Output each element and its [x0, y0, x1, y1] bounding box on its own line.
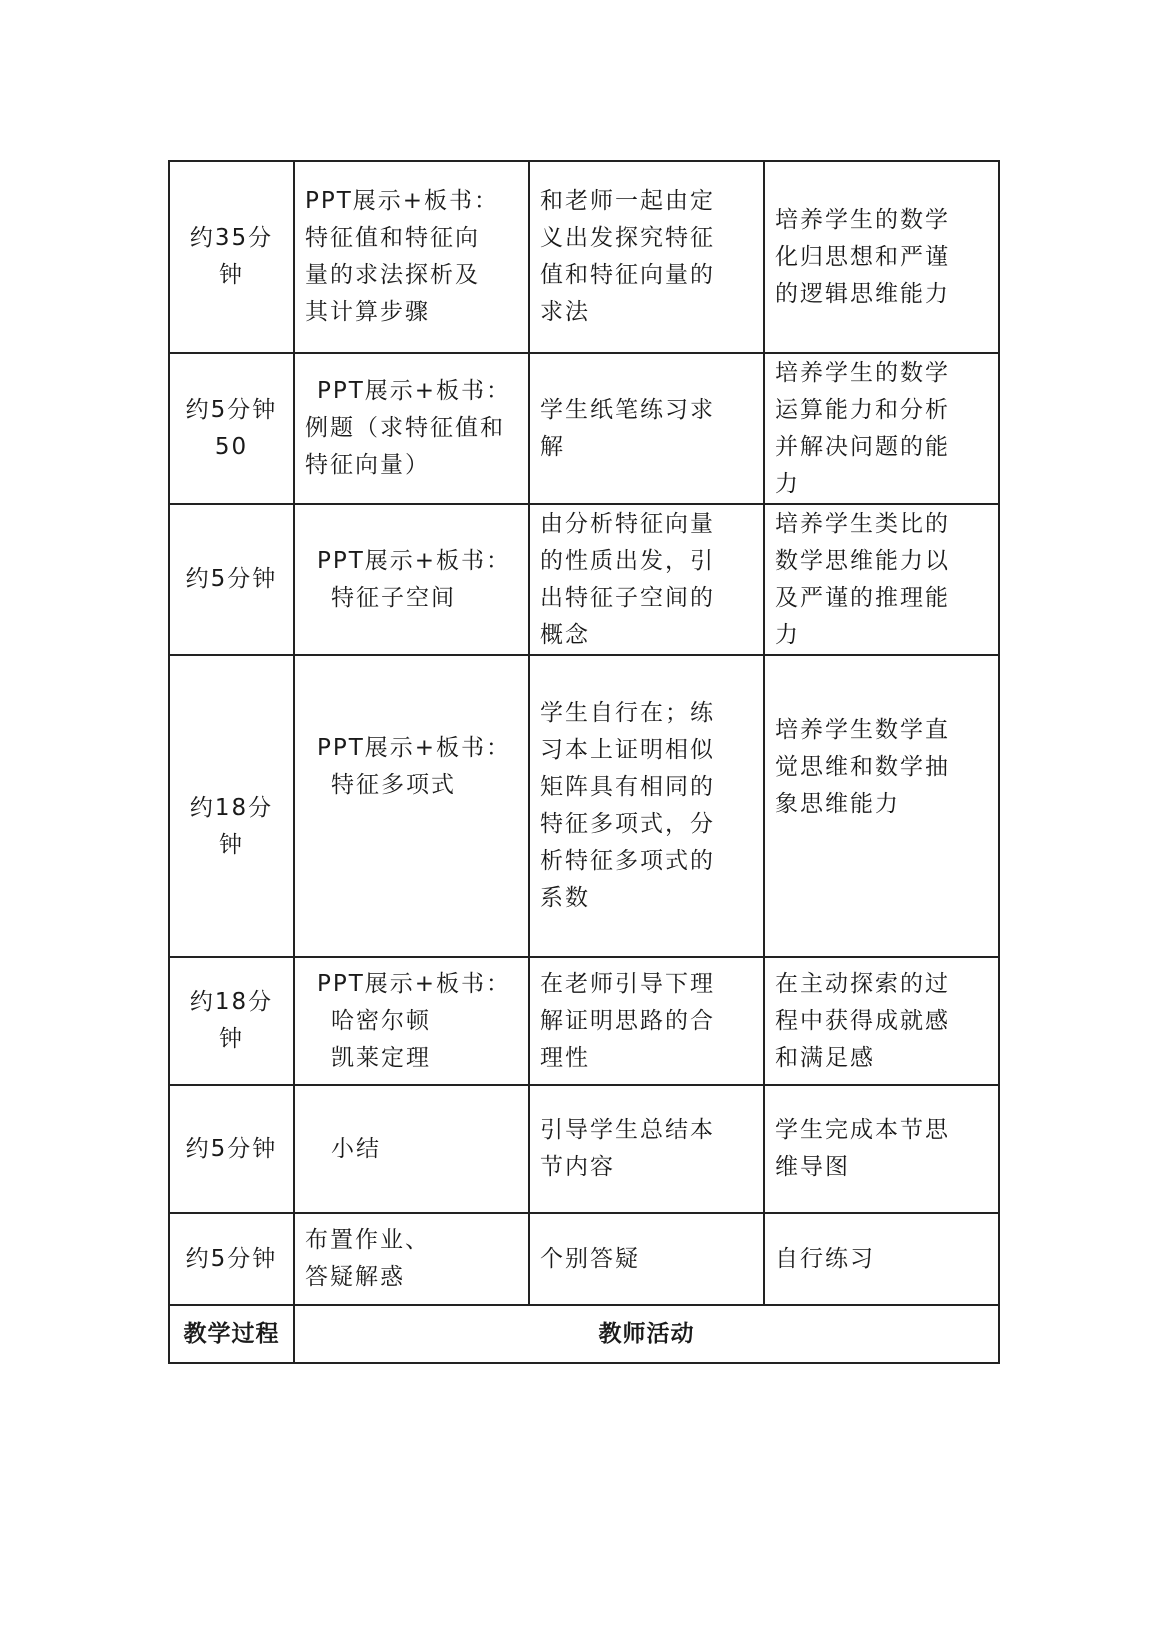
table-row — [169, 353, 999, 504]
method-text: 小结 — [331, 1135, 381, 1162]
teacher-activity-header: 教师活动 — [294, 1305, 999, 1363]
method-cell — [294, 655, 529, 957]
goal-text: 在主动探索的过 — [775, 970, 950, 997]
process-header: 教学过程 — [169, 1305, 294, 1363]
time-text: 约5分钟 — [185, 1135, 278, 1162]
goal-text: 培养学生数学直 — [775, 717, 950, 743]
method-text: 特征值和特征向 — [305, 225, 480, 251]
table-row — [169, 1085, 999, 1213]
student-text: 理性 — [540, 1044, 590, 1071]
method-text: PPT展示+板书： — [317, 547, 512, 574]
student-activity-cell — [529, 655, 764, 957]
goal-text: 培养学生类比的 — [775, 510, 950, 537]
student-activity-cell — [529, 161, 764, 353]
student-text: 系数 — [540, 885, 590, 911]
method-text: 答疑解惑 — [305, 1264, 405, 1290]
method-text: PPT展示+板书： — [305, 188, 500, 214]
student-text: 义出发探究特征 — [540, 225, 715, 251]
method-text: 特征多项式 — [331, 772, 456, 798]
student-activity-cell — [529, 504, 764, 655]
student-text: 求法 — [540, 299, 590, 325]
goal-text: 化归思想和严谨 — [775, 243, 950, 270]
goal-cell — [764, 504, 999, 655]
method-text: PPT展示+板书： — [317, 970, 512, 997]
goal-text: 维导图 — [775, 1154, 850, 1180]
goal-text: 程中获得成就感 — [775, 1007, 950, 1034]
time-cell — [169, 957, 294, 1085]
goal-cell — [764, 353, 999, 504]
goal-text: 运算能力和分析 — [775, 396, 950, 423]
student-text: 学生自行在；练 — [540, 700, 715, 726]
table-header-row — [169, 1305, 999, 1363]
table-row — [169, 504, 999, 655]
lesson-plan-table — [168, 160, 1000, 1364]
student-text: 解证明思路的合 — [540, 1007, 715, 1034]
method-text: 特征向量） — [305, 452, 430, 478]
goal-text: 的逻辑思维能力 — [775, 280, 950, 307]
student-text: 析特征多项式的 — [540, 848, 715, 874]
student-text: 节内容 — [540, 1154, 615, 1180]
method-text: 量的求法探析及 — [305, 262, 480, 288]
student-text: 在老师引导下理 — [540, 970, 715, 997]
goal-cell — [764, 655, 999, 957]
student-text: 解 — [540, 433, 565, 460]
method-cell — [294, 1085, 529, 1213]
method-text: 例题（求特征值和 — [305, 415, 505, 441]
goal-text: 象思维能力 — [775, 791, 900, 817]
student-text: 和老师一起由定 — [540, 188, 715, 214]
student-text: 学生纸笔练习求 — [540, 396, 715, 423]
student-text: 由分析特征向量 — [540, 510, 715, 537]
time-cell — [169, 353, 294, 504]
time-text: 约5分钟 — [185, 566, 278, 592]
method-cell — [294, 353, 529, 504]
method-cell — [294, 1213, 529, 1305]
goal-text: 学生完成本节思 — [775, 1117, 950, 1143]
time-cell — [169, 504, 294, 655]
goal-text: 觉思维和数学抽 — [775, 754, 950, 780]
time-cell — [169, 1085, 294, 1213]
student-text: 引导学生总结本 — [540, 1117, 715, 1143]
student-activity-cell — [529, 1213, 764, 1305]
goal-text: 及严谨的推理能 — [775, 584, 950, 611]
student-text: 特征多项式，分 — [540, 811, 715, 837]
goal-cell — [764, 161, 999, 353]
student-text: 矩阵具有相同的 — [540, 774, 715, 800]
student-text: 出特征子空间的 — [540, 584, 715, 611]
table-row — [169, 957, 999, 1085]
table-row — [169, 1213, 999, 1305]
time-cell — [169, 1213, 294, 1305]
time-text: 约18分 — [189, 795, 274, 821]
student-text: 个别答疑 — [540, 1245, 640, 1272]
goal-text: 数学思维能力以 — [775, 547, 950, 574]
goal-cell — [764, 957, 999, 1085]
time-text: 钟 — [219, 832, 244, 858]
method-text: PPT展示+板书： — [317, 378, 512, 404]
method-text: PPT展示+板书： — [317, 735, 512, 761]
table-row — [169, 161, 999, 353]
goal-cell — [764, 1085, 999, 1213]
goal-text: 力 — [775, 621, 800, 648]
time-text: 钟 — [219, 1026, 244, 1052]
time-text: 约5分钟 — [185, 396, 278, 423]
goal-text: 培养学生的数学 — [775, 206, 950, 233]
goal-text: 和满足感 — [775, 1044, 875, 1071]
goal-cell — [764, 1213, 999, 1305]
method-cell — [294, 957, 529, 1085]
goal-text: 培养学生的数学 — [775, 359, 950, 386]
time-text: 约35分 — [189, 225, 274, 251]
method-cell — [294, 504, 529, 655]
student-text: 的性质出发，引 — [540, 547, 715, 574]
method-text: 哈密尔顿 — [331, 1007, 431, 1034]
student-activity-cell — [529, 957, 764, 1085]
student-text: 习本上证明相似 — [540, 737, 715, 763]
goal-text: 并解决问题的能 — [775, 433, 950, 460]
method-text: 布置作业、 — [305, 1227, 430, 1253]
student-text: 值和特征向量的 — [540, 262, 715, 288]
method-text: 特征子空间 — [331, 584, 456, 611]
method-text: 其计算步骤 — [305, 299, 430, 325]
time-text: 约18分 — [189, 989, 274, 1015]
goal-text: 自行练习 — [775, 1245, 875, 1272]
student-activity-cell — [529, 1085, 764, 1213]
time-cell — [169, 655, 294, 957]
method-cell — [294, 161, 529, 353]
time-text: 钟 — [219, 262, 244, 288]
goal-text: 力 — [775, 470, 800, 497]
table-row — [169, 655, 999, 957]
method-text: 凯莱定理 — [331, 1044, 431, 1071]
time-cell — [169, 161, 294, 353]
time-text: 约5分钟 — [185, 1245, 278, 1272]
student-text: 概念 — [540, 621, 590, 648]
time-text: 50 — [214, 433, 249, 460]
student-activity-cell — [529, 353, 764, 504]
